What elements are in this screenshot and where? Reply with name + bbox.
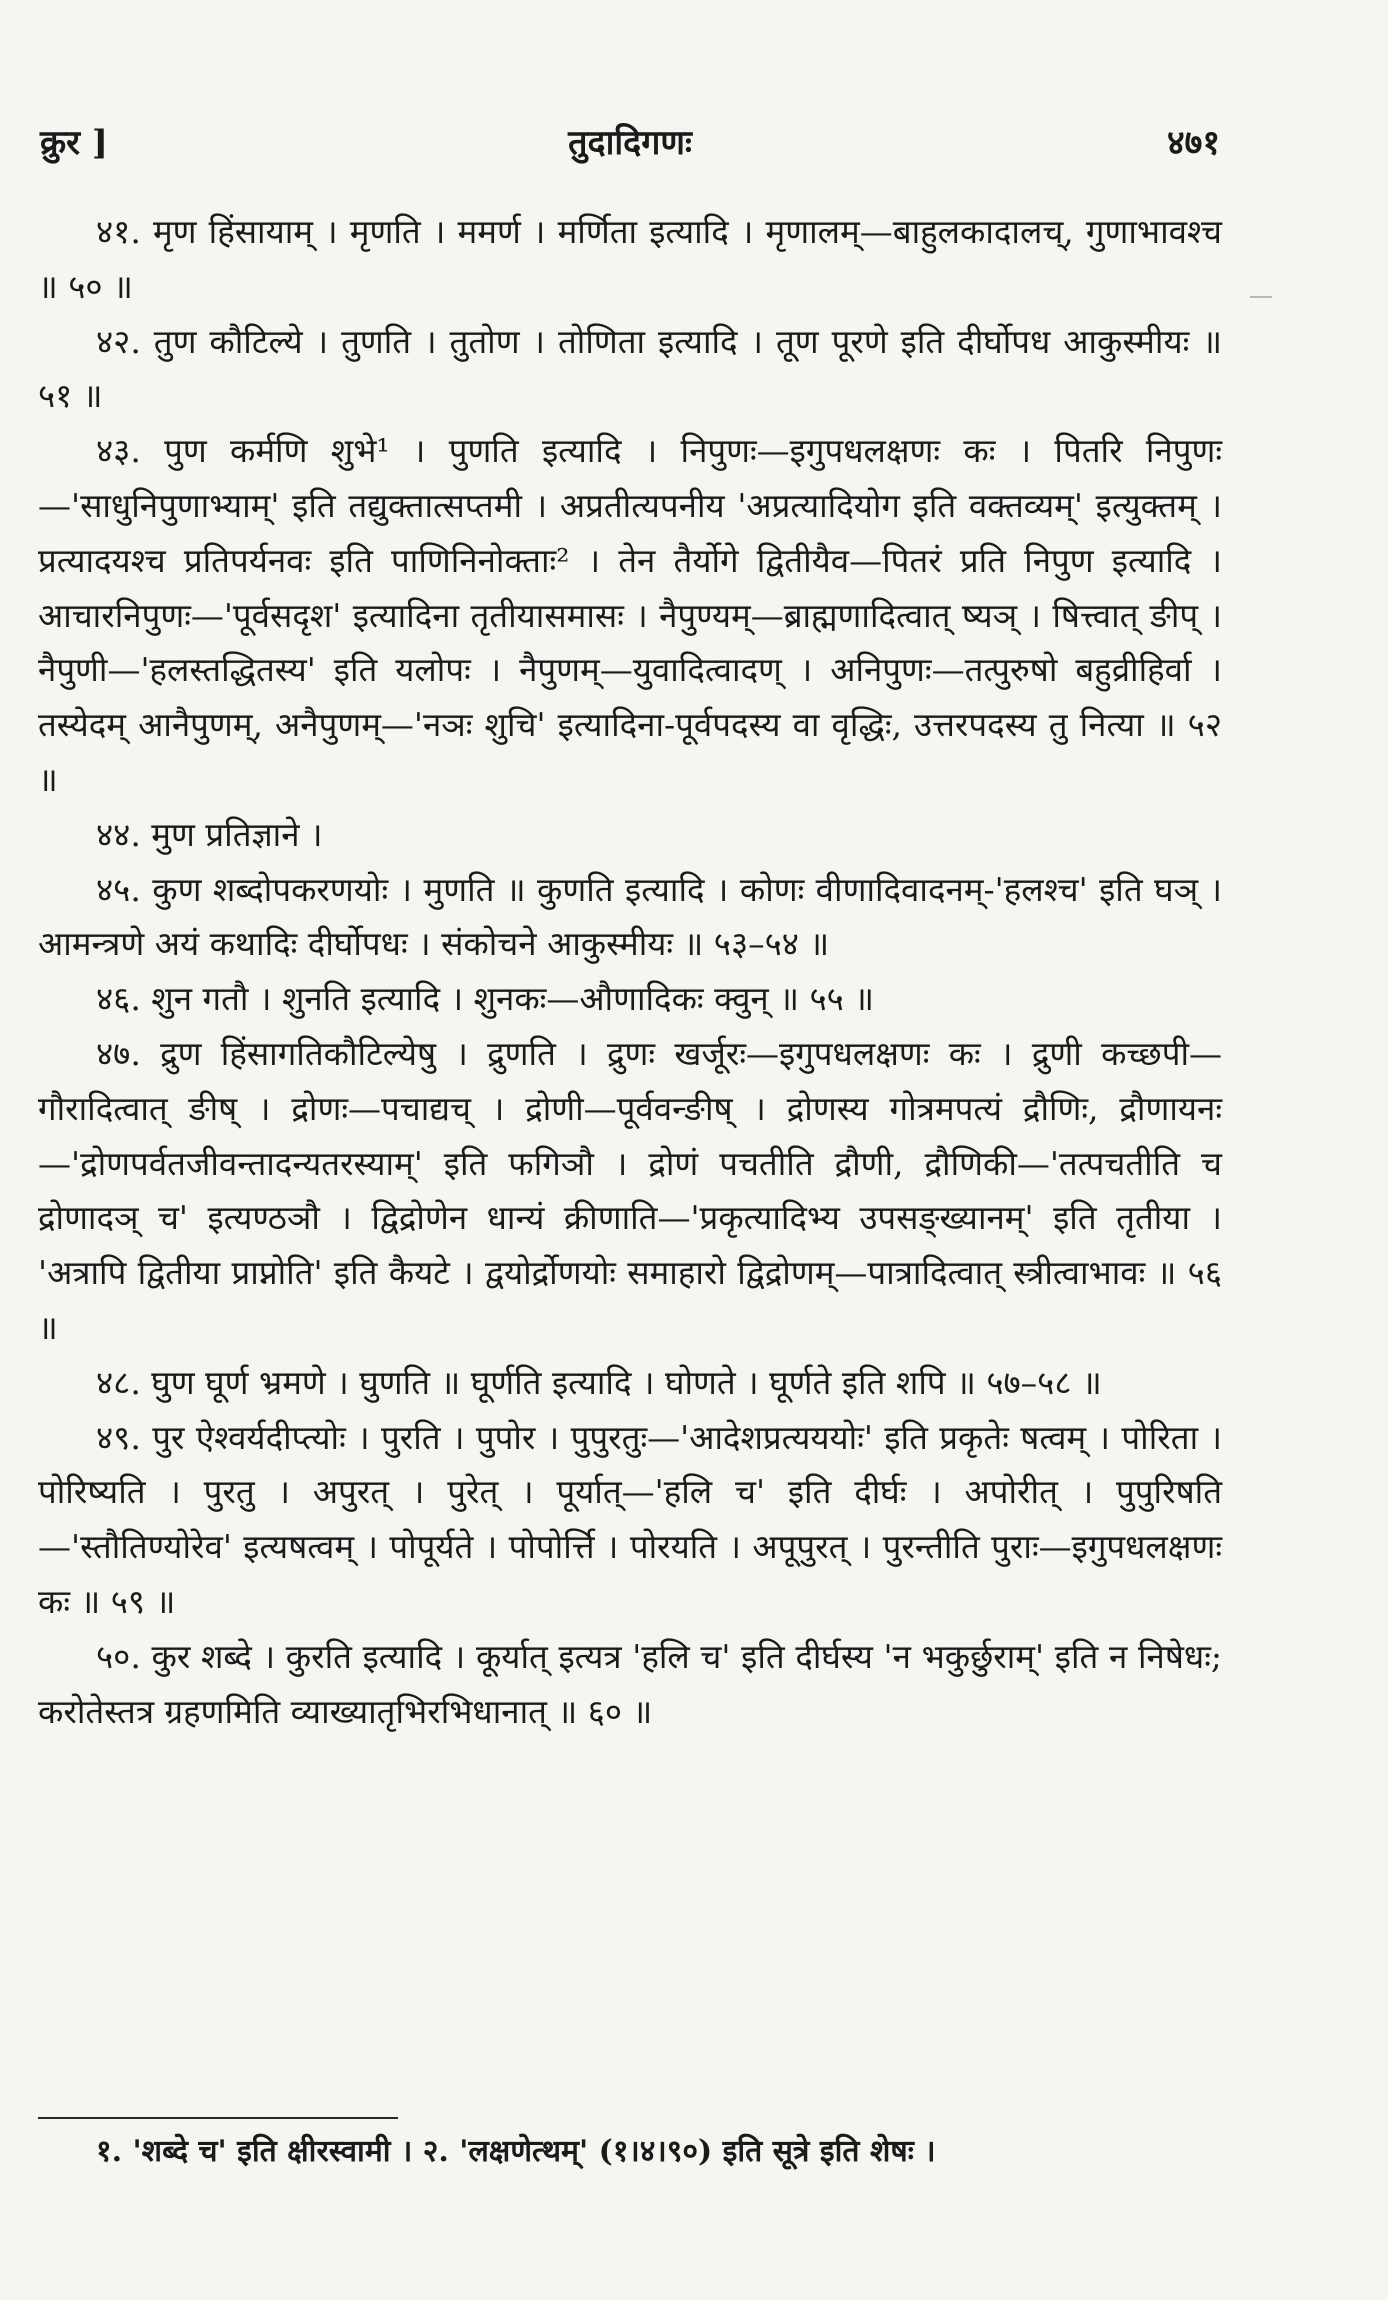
- page-number: ४७१: [1166, 123, 1220, 163]
- paragraph-46: ४६. शुन गतौ । शुनति इत्यादि । शुनकः—औणादिकः क्वुन् ॥ ५५ ॥: [96, 979, 875, 1019]
- footnote-line: १. 'शब्दे च' इति क्षीरस्वामी । २. 'लक्षणेत्थम्' (१।४।९०) इति सूत्रे इति शेषः ।: [96, 2134, 936, 2169]
- paragraph-48: ४८. घुण घूर्ण भ्रमणे । घुणति ॥ घूर्णति इत्यादि । घोणते । घूर्णते इति शपि ॥ ५७–५८ ॥: [96, 1362, 1102, 1402]
- paragraph-50: ५०. कुर शब्दे । कुरति इत्यादि । कूर्यात् इत्यत्र 'हलि च' इति दीर्घस्य 'न भकुर्छुराम्' इति न निषेधः; करोतेस्तत्र ग्रहणमिति व्याख्यातृभिरभिधानात् ॥ ६० ॥: [38, 1636, 1222, 1731]
- header-title: तुदादिगणः: [568, 123, 692, 163]
- footnote-divider: [38, 2117, 398, 2119]
- paragraph-49: ४९. पुर ऐश्वर्यदीप्त्योः । पुरति । पुपोर । पुपुरतुः—'आदेशप्रत्यययोः' इति प्रकृतेः षत्वम् । पोरिता । पोरिष्यति । पुरतु । अपुरत् । पुरेत् । पूर्यात्—'हलि च' इति दीर्घः । अपोरीत् । पुपुरिषति—'स्तौतिण्योरेव' इत्यषत्वम् । पोपूर्यते । पोपोर्त्ति । पोरयति । अपूपुरत् । पुरन्तीति पुराः—इगुपधलक्षणः कः ॥ ५९ ॥: [38, 1417, 1222, 1621]
- paragraph-47: ४७. द्रुण हिंसागतिकौटिल्येषु । द्रुणति । द्रुणः खर्जूरः—इगुपधलक्षणः कः । द्रुणी कच्छपी—गौरादित्वात् ङीष् । द्रोणः—पचाद्यच् । द्रोणी—पूर्ववन्ङीष् । द्रोणस्य गोत्रमपत्यं द्रौणिः, द्रौणायनः—'द्रोणपर्वतजीवन्तादन्यतरस्याम्' इति फगिञौ । द्रोणं पचतीति द्रौणी, द्रौणिकी—'तत्पचतीति च द्रोणादञ् च' इत्यण्ठञौ । द्विद्रोणेन धान्यं क्रीणाति—'प्रकृत्यादिभ्य उपसङ्ख्यानम्' इति तृतीया । 'अत्रापि द्वितीया प्राप्नोति' इति कैयटे । द्वयोर्द्रोणयोः समाहारो द्विद्रोणम्—पात्रादित्वात् स्त्रीत्वाभावः ॥ ५६ ॥: [38, 1033, 1222, 1347]
- paragraph-42: ४२. तुण कौटिल्ये । तुणति । तुतोण । तोणिता इत्यादि । तूण पूरणे इति दीर्घोपध आकुस्मीयः ॥ ५१ ॥: [38, 321, 1222, 416]
- footnotes: [38, 2130, 1222, 2174]
- paragraph-43: ४३. पुण कर्मणि शुभे¹ । पुणति इत्यादि । निपुणः—इगुपधलक्षणः कः । पितरि निपुणः—'साधुनिपुणाभ्याम्' इति तद्युक्तात्सप्तमी । अप्रतीत्यपनीय 'अप्रत्यादियोग इति वक्तव्यम्' इत्युक्तम् । प्रत्यादयश्च प्रतिपर्यनवः इति पाणिनिनोक्ताः² । तेन तैर्योगे द्वितीयैव—पितरं प्रति निपुण इत्यादि । आचारनिपुणः—'पूर्वसदृश' इत्यादिना तृतीयासमासः । नैपुण्यम्—ब्राह्मणादित्वात् ष्यञ् । षित्त्वात् ङीप् । नैपुणी—'हलस्तद्धितस्य' इति यलोपः । नैपुणम्—युवादित्वादण् । अनिपुणः—तत्पुरुषो बहुव्रीहिर्वा । तस्येदम् आनैपुणम्, अनैपुणम्—'नञः शुचि' इत्यादिना-पूर्वपदस्य वा वृद्धिः, उत्तरपदस्य तु नित्या ॥ ५२ ॥: [38, 431, 1222, 799]
- margin-mark: [1250, 296, 1272, 298]
- running-header: [40, 118, 1220, 178]
- paragraph-44: ४४. मुण प्रतिज्ञाने ।: [96, 814, 323, 854]
- header-section-label: क्रुर ]: [40, 123, 108, 163]
- paragraph-45: ४५. कुण शब्दोपकरणयोः । मुणति ॥ कुणति इत्यादि । कोणः वीणादिवादनम्-'हलश्च' इति घञ् । आमन्त्रणे अयं कथादिः दीर्घोपधः । संकोचने आकुस्मीयः ॥ ५३–५४ ॥: [38, 869, 1222, 964]
- main-text: [38, 205, 1222, 1739]
- paragraph-41: ४१. मृण हिंसायाम् । मृणति । ममर्ण । मर्णिता इत्यादि । मृणालम्—बाहुलकादालच्, गुणाभावश्च ॥ ५० ॥: [38, 212, 1222, 306]
